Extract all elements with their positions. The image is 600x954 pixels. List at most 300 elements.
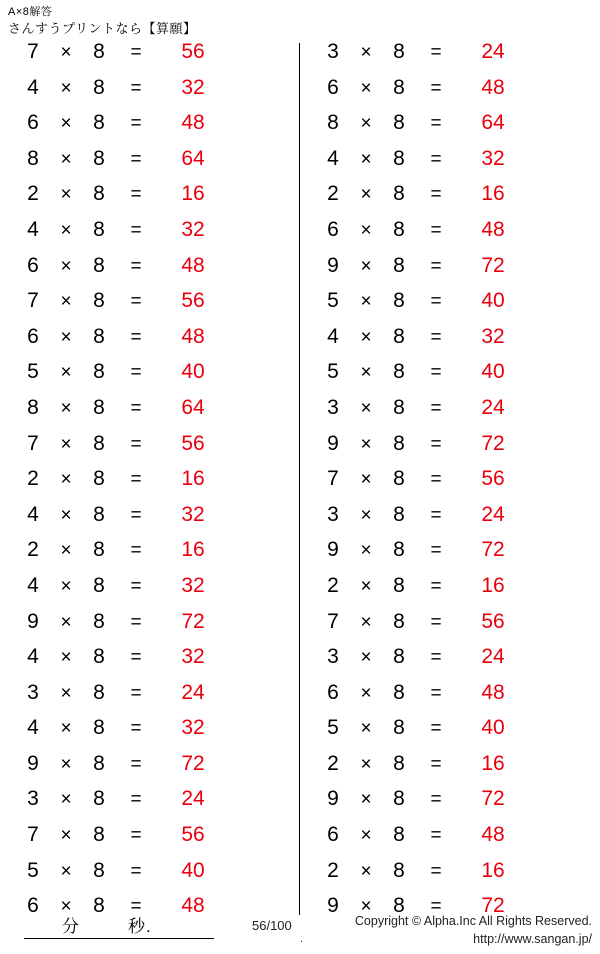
answer-value: 72 — [481, 431, 505, 455]
equals-icon: = — [130, 219, 142, 241]
problem-row — [318, 325, 600, 361]
operand-a: 2 — [327, 858, 339, 882]
problem-row — [318, 218, 600, 254]
multiply-icon: × — [60, 504, 72, 526]
operand-a: 6 — [27, 894, 39, 918]
multiply-icon: × — [360, 326, 372, 348]
multiply-icon: × — [360, 469, 372, 491]
multiply-icon: × — [360, 77, 372, 99]
operand-a: 5 — [327, 360, 339, 384]
answer-value: 72 — [181, 609, 205, 633]
problem-row — [18, 111, 300, 147]
answer-value: 16 — [481, 182, 505, 206]
operand-a: 6 — [27, 253, 39, 277]
equals-icon: = — [430, 77, 442, 99]
problem-row — [318, 610, 600, 646]
operand-a: 3 — [27, 680, 39, 704]
equals-icon: = — [130, 184, 142, 206]
operand-a: 3 — [327, 40, 339, 63]
equals-icon: = — [430, 540, 442, 562]
multiply-icon: × — [60, 575, 72, 597]
answer-value: 32 — [181, 716, 205, 740]
equals-icon: = — [430, 184, 442, 206]
operand-b: 8 — [393, 324, 405, 348]
multiply-icon: × — [360, 362, 372, 384]
problem-row — [18, 681, 300, 717]
multiply-icon: × — [60, 718, 72, 740]
answer-value: 72 — [481, 253, 505, 277]
problem-row — [18, 752, 300, 788]
multiply-icon: × — [60, 291, 72, 313]
website-url[interactable]: http://www.sangan.jp/ — [473, 932, 592, 946]
operand-b: 8 — [393, 146, 405, 170]
multiply-icon: × — [60, 326, 72, 348]
operand-a: 4 — [27, 716, 39, 740]
multiply-icon: × — [360, 611, 372, 633]
problem-row — [18, 787, 300, 823]
equals-icon: = — [130, 77, 142, 99]
multiply-icon: × — [360, 753, 372, 775]
answer-value: 16 — [181, 538, 205, 562]
operand-a: 4 — [27, 217, 39, 241]
operand-a: 7 — [27, 40, 39, 63]
multiply-icon: × — [360, 647, 372, 669]
answer-value: 32 — [481, 146, 505, 170]
problem-row — [318, 111, 600, 147]
operand-b: 8 — [93, 502, 105, 526]
equals-icon: = — [130, 469, 142, 491]
problem-row — [318, 538, 600, 574]
minutes-label: 分 — [62, 917, 80, 936]
answer-value: 72 — [481, 894, 505, 918]
problem-row — [18, 538, 300, 574]
equals-icon: = — [130, 611, 142, 633]
problem-row — [318, 396, 600, 432]
operand-b: 8 — [393, 75, 405, 99]
equals-icon: = — [430, 504, 442, 526]
operand-b: 8 — [393, 645, 405, 669]
answer-value: 32 — [181, 217, 205, 241]
answer-value: 32 — [481, 324, 505, 348]
multiply-icon: × — [60, 540, 72, 562]
operand-a: 6 — [327, 680, 339, 704]
multiply-icon: × — [60, 42, 72, 63]
operand-a: 4 — [27, 645, 39, 669]
equals-icon: = — [430, 611, 442, 633]
answer-value: 24 — [181, 680, 205, 704]
multiply-icon: × — [360, 219, 372, 241]
equals-icon: = — [130, 255, 142, 277]
answer-value: 64 — [481, 111, 505, 135]
equals-icon: = — [430, 718, 442, 740]
operand-b: 8 — [93, 467, 105, 491]
multiply-icon: × — [360, 682, 372, 704]
operand-b: 8 — [93, 75, 105, 99]
problem-row — [18, 645, 300, 681]
problem-row — [18, 432, 300, 468]
equals-icon: = — [130, 148, 142, 170]
page-title: A×8解答 — [8, 6, 53, 18]
answer-value: 48 — [481, 823, 505, 847]
answer-value: 48 — [481, 75, 505, 99]
operand-b: 8 — [93, 716, 105, 740]
answer-value: 56 — [181, 40, 205, 63]
operand-a: 7 — [327, 467, 339, 491]
left-column — [0, 40, 300, 918]
multiply-icon: × — [360, 255, 372, 277]
operand-b: 8 — [93, 395, 105, 419]
operand-a: 4 — [27, 75, 39, 99]
equals-icon: = — [130, 504, 142, 526]
operand-a: 9 — [327, 538, 339, 562]
multiply-icon: × — [360, 504, 372, 526]
problem-row — [18, 859, 300, 895]
problem-row — [18, 467, 300, 503]
operand-a: 5 — [327, 716, 339, 740]
answer-value: 48 — [181, 894, 205, 918]
equals-icon: = — [430, 148, 442, 170]
operand-b: 8 — [93, 324, 105, 348]
operand-b: 8 — [393, 538, 405, 562]
operand-a: 9 — [27, 609, 39, 633]
operand-a: 2 — [27, 538, 39, 562]
operand-a: 6 — [327, 217, 339, 241]
operand-b: 8 — [93, 217, 105, 241]
answer-value: 24 — [181, 787, 205, 811]
answer-value: 40 — [481, 360, 505, 384]
equals-icon: = — [130, 896, 142, 918]
problem-row — [18, 823, 300, 859]
answer-value: 16 — [481, 858, 505, 882]
equals-icon: = — [430, 255, 442, 277]
equals-icon: = — [430, 575, 442, 597]
problem-row — [18, 360, 300, 396]
operand-b: 8 — [393, 823, 405, 847]
equals-icon: = — [130, 860, 142, 882]
multiply-icon: × — [60, 397, 72, 419]
operand-b: 8 — [393, 894, 405, 918]
operand-b: 8 — [393, 182, 405, 206]
answer-value: 24 — [481, 502, 505, 526]
operand-a: 4 — [327, 324, 339, 348]
answer-value: 48 — [481, 680, 505, 704]
multiply-icon: × — [360, 575, 372, 597]
answer-value: 24 — [481, 645, 505, 669]
problem-row — [318, 716, 600, 752]
multiply-icon: × — [360, 540, 372, 562]
operand-b: 8 — [393, 111, 405, 135]
operand-b: 8 — [393, 502, 405, 526]
answer-value: 72 — [481, 787, 505, 811]
operand-a: 5 — [27, 360, 39, 384]
problem-row — [318, 823, 600, 859]
operand-a: 4 — [27, 502, 39, 526]
problem-row — [318, 467, 600, 503]
right-column — [300, 40, 600, 918]
time-entry-box[interactable] — [24, 912, 214, 939]
operand-a: 4 — [27, 573, 39, 597]
answer-value: 48 — [481, 217, 505, 241]
equals-icon: = — [430, 397, 442, 419]
multiply-icon: × — [60, 113, 72, 135]
operand-b: 8 — [393, 573, 405, 597]
operand-b: 8 — [393, 716, 405, 740]
page-dot-mark: . — [300, 933, 304, 945]
operand-b: 8 — [93, 680, 105, 704]
copyright-text: Copyright © Alpha.Inc All Rights Reserved. — [354, 914, 592, 928]
operand-a: 7 — [27, 431, 39, 455]
equals-icon: = — [430, 647, 442, 669]
operand-a: 6 — [327, 75, 339, 99]
answer-value: 48 — [181, 324, 205, 348]
equals-icon: = — [430, 469, 442, 491]
operand-a: 8 — [27, 395, 39, 419]
operand-b: 8 — [93, 40, 105, 63]
equals-icon: = — [430, 896, 442, 918]
equals-icon: = — [130, 647, 142, 669]
multiply-icon: × — [360, 148, 372, 170]
problem-row — [318, 752, 600, 788]
answer-value: 56 — [481, 467, 505, 491]
operand-a: 3 — [327, 502, 339, 526]
operand-b: 8 — [93, 645, 105, 669]
equals-icon: = — [430, 433, 442, 455]
operand-b: 8 — [393, 609, 405, 633]
answer-value: 16 — [181, 182, 205, 206]
answer-value: 72 — [481, 538, 505, 562]
problem-row — [318, 254, 600, 290]
multiply-icon: × — [60, 682, 72, 704]
operand-a: 9 — [327, 431, 339, 455]
equals-icon: = — [130, 397, 142, 419]
multiply-icon: × — [60, 184, 72, 206]
equals-icon: = — [430, 825, 442, 847]
operand-a: 7 — [27, 289, 39, 313]
equals-icon: = — [130, 540, 142, 562]
equals-icon: = — [130, 682, 142, 704]
multiply-icon: × — [60, 611, 72, 633]
operand-b: 8 — [93, 823, 105, 847]
operand-a: 6 — [327, 823, 339, 847]
equals-icon: = — [430, 789, 442, 811]
operand-b: 8 — [393, 360, 405, 384]
operand-a: 3 — [327, 395, 339, 419]
equals-icon: = — [430, 42, 442, 63]
operand-a: 6 — [27, 324, 39, 348]
operand-b: 8 — [393, 395, 405, 419]
operand-a: 9 — [327, 787, 339, 811]
problem-row — [318, 681, 600, 717]
answer-value: 48 — [181, 111, 205, 135]
answer-value: 24 — [481, 40, 505, 63]
answer-value: 16 — [481, 573, 505, 597]
equals-icon: = — [430, 113, 442, 135]
operand-a: 6 — [27, 111, 39, 135]
equals-icon: = — [430, 682, 442, 704]
problem-row — [318, 147, 600, 183]
operand-b: 8 — [93, 609, 105, 633]
problem-row — [318, 182, 600, 218]
problem-row — [18, 574, 300, 610]
equals-icon: = — [130, 113, 142, 135]
operand-b: 8 — [93, 431, 105, 455]
multiply-icon: × — [360, 184, 372, 206]
operand-a: 5 — [327, 289, 339, 313]
problem-row — [318, 360, 600, 396]
page-number: 56/100 — [252, 918, 292, 933]
problem-row — [318, 503, 600, 539]
problem-row — [318, 76, 600, 112]
answer-value: 56 — [181, 431, 205, 455]
answer-value: 16 — [481, 751, 505, 775]
problem-row — [18, 254, 300, 290]
equals-icon: = — [130, 326, 142, 348]
operand-b: 8 — [393, 751, 405, 775]
multiply-icon: × — [360, 789, 372, 811]
multiply-icon: × — [60, 433, 72, 455]
answer-value: 56 — [181, 289, 205, 313]
operand-b: 8 — [93, 894, 105, 918]
operand-b: 8 — [93, 146, 105, 170]
problem-row — [318, 289, 600, 325]
answer-value: 32 — [181, 75, 205, 99]
multiply-icon: × — [60, 647, 72, 669]
equals-icon: = — [130, 42, 142, 63]
operand-b: 8 — [393, 289, 405, 313]
seconds-label: 秒. — [128, 917, 152, 936]
operand-a: 3 — [327, 645, 339, 669]
problem-row — [318, 859, 600, 895]
answer-value: 72 — [181, 751, 205, 775]
problem-row — [18, 40, 300, 76]
answer-value: 32 — [181, 502, 205, 526]
operand-a: 2 — [27, 467, 39, 491]
equals-icon: = — [130, 575, 142, 597]
multiply-icon: × — [360, 860, 372, 882]
multiply-icon: × — [60, 255, 72, 277]
equals-icon: = — [130, 362, 142, 384]
equals-icon: = — [430, 219, 442, 241]
problem-row — [18, 503, 300, 539]
operand-b: 8 — [393, 40, 405, 63]
multiply-icon: × — [60, 77, 72, 99]
multiply-icon: × — [360, 113, 372, 135]
operand-b: 8 — [393, 680, 405, 704]
operand-a: 8 — [27, 146, 39, 170]
equals-icon: = — [430, 326, 442, 348]
operand-b: 8 — [93, 787, 105, 811]
multiply-icon: × — [360, 433, 372, 455]
problem-row — [18, 610, 300, 646]
multiply-icon: × — [360, 291, 372, 313]
multiply-icon: × — [60, 753, 72, 775]
equals-icon: = — [130, 718, 142, 740]
operand-a: 9 — [327, 894, 339, 918]
equals-icon: = — [130, 433, 142, 455]
problem-row — [318, 787, 600, 823]
multiply-icon: × — [60, 219, 72, 241]
answer-value: 64 — [181, 146, 205, 170]
operand-a: 3 — [27, 787, 39, 811]
multiply-icon: × — [360, 825, 372, 847]
equals-icon: = — [430, 291, 442, 313]
operand-b: 8 — [93, 253, 105, 277]
problem-row — [18, 325, 300, 361]
problem-columns — [0, 40, 600, 918]
operand-b: 8 — [393, 253, 405, 277]
problem-row — [18, 289, 300, 325]
answer-value: 32 — [181, 645, 205, 669]
answer-value: 56 — [481, 609, 505, 633]
equals-icon: = — [430, 753, 442, 775]
multiply-icon: × — [60, 148, 72, 170]
problem-row — [318, 40, 600, 76]
multiply-icon: × — [60, 860, 72, 882]
equals-icon: = — [130, 753, 142, 775]
problem-row — [18, 218, 300, 254]
problem-row — [318, 645, 600, 681]
operand-a: 2 — [327, 573, 339, 597]
operand-a: 7 — [27, 823, 39, 847]
multiply-icon: × — [360, 896, 372, 918]
operand-b: 8 — [93, 360, 105, 384]
answer-value: 40 — [181, 858, 205, 882]
operand-b: 8 — [93, 538, 105, 562]
page-footer — [0, 912, 600, 954]
operand-a: 9 — [27, 751, 39, 775]
answer-value: 40 — [481, 716, 505, 740]
operand-b: 8 — [393, 217, 405, 241]
operand-b: 8 — [93, 751, 105, 775]
operand-a: 8 — [327, 111, 339, 135]
answer-value: 56 — [181, 823, 205, 847]
operand-b: 8 — [393, 787, 405, 811]
multiply-icon: × — [60, 896, 72, 918]
operand-a: 2 — [327, 182, 339, 206]
equals-icon: = — [130, 789, 142, 811]
multiply-icon: × — [360, 397, 372, 419]
page-header — [0, 0, 600, 37]
page-subtitle: さんすうプリントなら【算願】 — [8, 21, 197, 36]
problem-row — [18, 716, 300, 752]
operand-b: 8 — [393, 858, 405, 882]
equals-icon: = — [430, 860, 442, 882]
equals-icon: = — [430, 362, 442, 384]
answer-value: 32 — [181, 573, 205, 597]
multiply-icon: × — [60, 362, 72, 384]
problem-row — [318, 432, 600, 468]
equals-icon: = — [130, 291, 142, 313]
multiply-icon: × — [360, 718, 372, 740]
problem-row — [18, 182, 300, 218]
operand-b: 8 — [93, 858, 105, 882]
answer-value: 64 — [181, 395, 205, 419]
multiply-icon: × — [60, 825, 72, 847]
answer-value: 40 — [481, 289, 505, 313]
operand-a: 4 — [327, 146, 339, 170]
problem-row — [18, 396, 300, 432]
problem-row — [18, 76, 300, 112]
answer-value: 40 — [181, 360, 205, 384]
operand-b: 8 — [393, 467, 405, 491]
problem-row — [318, 574, 600, 610]
operand-b: 8 — [393, 431, 405, 455]
problem-row — [18, 147, 300, 183]
operand-b: 8 — [93, 111, 105, 135]
operand-b: 8 — [93, 289, 105, 313]
operand-a: 2 — [327, 751, 339, 775]
multiply-icon: × — [60, 469, 72, 491]
